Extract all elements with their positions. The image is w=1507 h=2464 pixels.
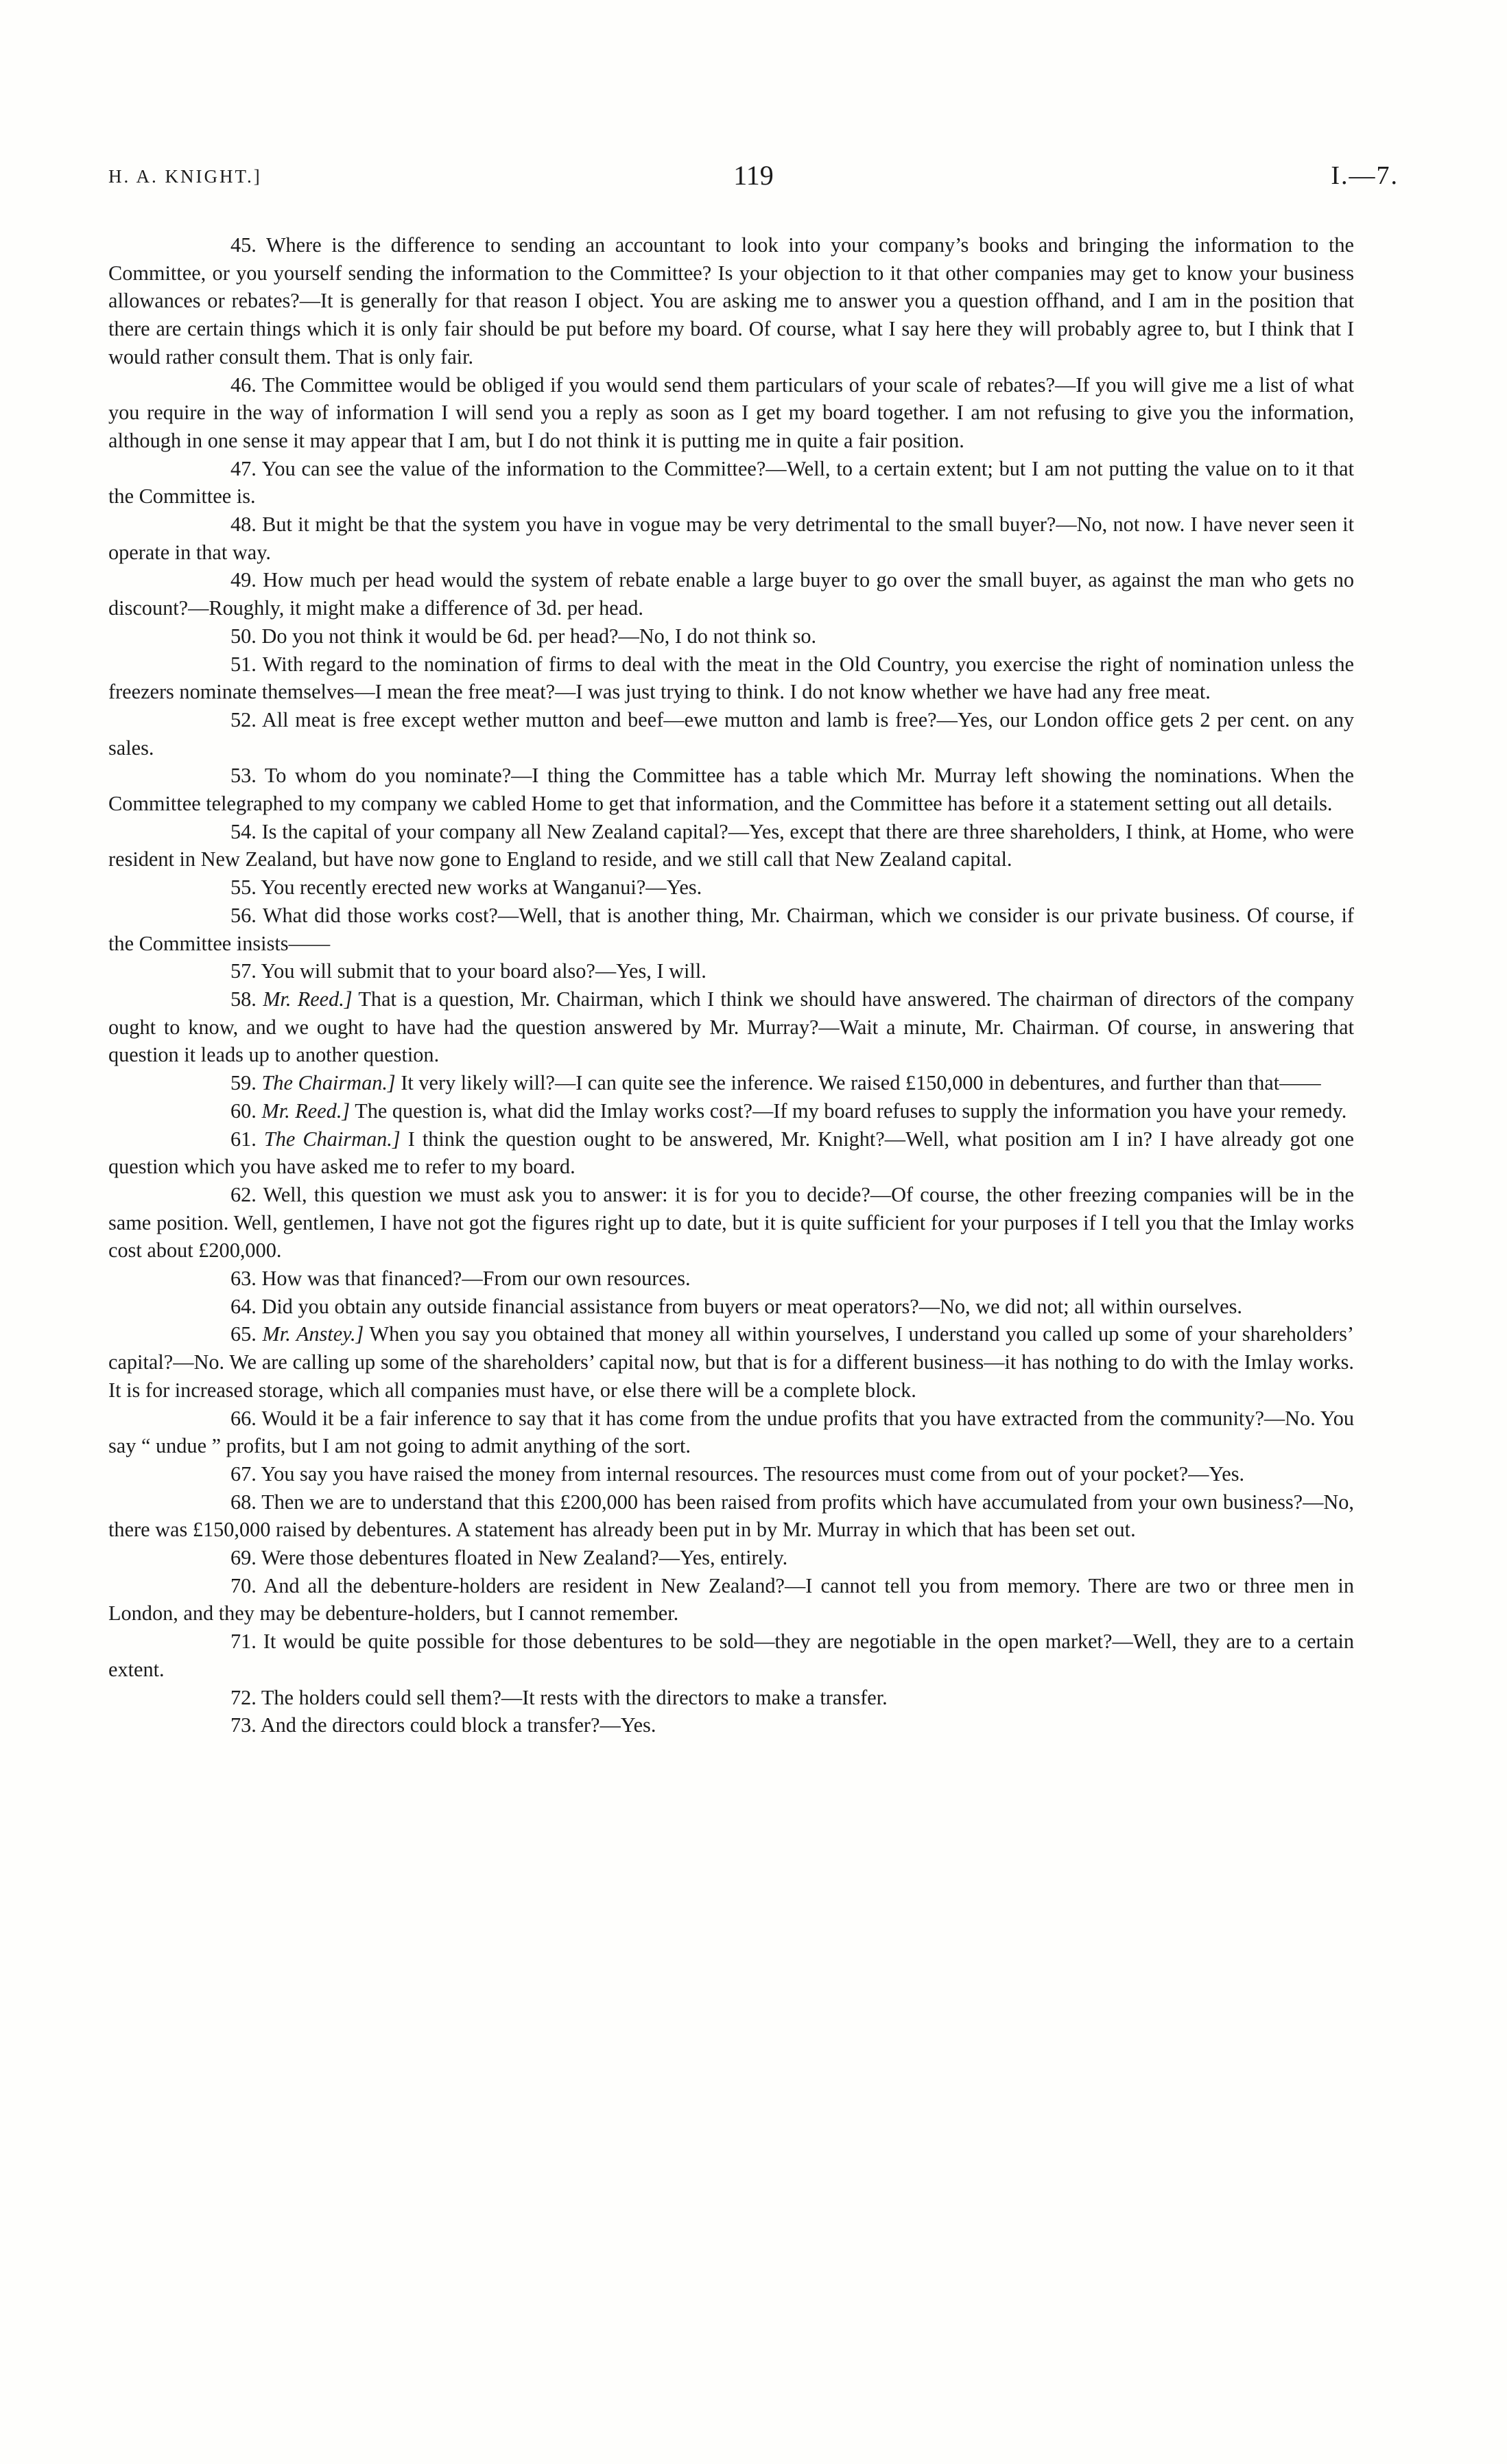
paragraph-text: Is the capital of your company all New Zealand capital?—Yes, except that there are three shareholders, I think, at Home, who were resident in New Zealand, but have now gone to England to reside, and we still call that New Zealand capital.: [108, 819, 1354, 871]
question-answer-paragraph: [108, 1181, 1354, 1265]
question-number: 70.: [230, 1573, 257, 1597]
question-number: 46.: [230, 373, 257, 397]
question-number: 64.: [230, 1294, 257, 1318]
paragraph-text: What did those works cost?—Well, that is another thing, Mr. Chairman, which we consider is our private business. Of course, if the Committee insists——: [108, 903, 1354, 955]
question-number: 62.: [230, 1182, 257, 1206]
page-header: [108, 159, 1399, 200]
paragraph-text: How was that financed?—From our own resources.: [261, 1267, 691, 1291]
question-answer-paragraph: [108, 1711, 1354, 1739]
question-number: 47.: [230, 456, 257, 480]
question-number: 68.: [230, 1490, 257, 1514]
question-number: 71.: [230, 1630, 257, 1654]
question-answer-paragraph: [108, 1460, 1354, 1488]
question-number: 72.: [230, 1685, 257, 1709]
speaker-name: Mr. Reed.]: [263, 987, 353, 1011]
question-answer-paragraph: [108, 1097, 1354, 1125]
question-answer-paragraph: [108, 706, 1354, 762]
paragraph-text: With regard to the nomination of firms to deal with the meat in the Old Country, you exercise the right of nomination unless the freezers nominate themselves—I mean the free meat?—I was just trying to think. I do not know whether we have had any free meat.: [108, 652, 1355, 704]
transcript-body: [108, 231, 1354, 1739]
speaker-name: The Chairman.]: [263, 1127, 401, 1151]
question-answer-paragraph: [108, 1544, 1354, 1572]
question-answer-paragraph: [108, 1293, 1354, 1321]
paragraph-text: You will submit that to your board also?—Yes, I will.: [261, 959, 707, 983]
paragraph-text: When you say you obtained that money all within yourselves, I understand you called up some of your shareholders’ capital?—No. We are calling up some of the shareholders’ capital now, but that is for a different business—it has nothing to do with the Imlay works. It is for increased storage, which all companies must have, or else there will be a complete block.: [108, 1322, 1355, 1402]
page-number: 119: [733, 160, 774, 191]
question-number: 60.: [230, 1099, 257, 1123]
paragraph-text: You can see the value of the information to the Committee?—Well, to a certain extent; but I am not putting the value on to it that the Committee is.: [108, 456, 1354, 508]
question-number: 58.: [230, 987, 257, 1011]
paragraph-text: And the directors could block a transfer?—Yes.: [260, 1713, 656, 1737]
paragraph-text: Well, this question we must ask you to answer: it is for you to decide?—Of course, the other freezing companies will be in the same position. Well, gentlemen, I have not got the figures right up to date, but it is quite sufficient for your purposes if I tell you that the Imlay works cost about £200,000.: [108, 1182, 1354, 1263]
paragraph-text: I think the question ought to be answered, Mr. Knight?—Well, what position am I in? I have already got one question which you have asked me to refer to my board.: [108, 1127, 1355, 1179]
question-number: 73.: [230, 1713, 257, 1737]
paragraph-text: It very likely will?—I can quite see the inference. We raised £150,000 in debentures, and further than that——: [401, 1071, 1321, 1095]
paragraph-text: To whom do you nominate?—I thing the Committee has a table which Mr. Murray left showing the nominations. When the Committee telegraphed to my company we cabled Home to get that information, and the Committee has before it a statement setting out all details.: [108, 764, 1354, 816]
question-number: 53.: [230, 764, 257, 788]
paragraph-text: The holders could sell them?—It rests with the directors to make a transfer.: [261, 1685, 888, 1709]
question-answer-paragraph: [108, 371, 1354, 455]
header-witness-name: H. A. KNIGHT.]: [108, 166, 262, 187]
question-answer-paragraph: [108, 1684, 1354, 1712]
question-number: 66.: [230, 1406, 257, 1430]
question-answer-paragraph: [108, 1125, 1354, 1181]
question-answer-paragraph: [108, 1572, 1354, 1628]
paragraph-text: The Committee would be obliged if you would send them particulars of your scale of rebates?—If you will give me a list of what you require in the way of information I will send you a reply as soon as I get my board together. I am not refusing to give you the information, although in one sense it may appear that I am, but I do not think it is putting me in quite a fair position.: [108, 373, 1355, 452]
question-answer-paragraph: [108, 650, 1354, 706]
question-answer-paragraph: [108, 511, 1354, 566]
question-number: 57.: [230, 959, 257, 983]
question-number: 67.: [230, 1462, 257, 1486]
question-answer-paragraph: [108, 622, 1354, 650]
paragraph-text: Do you not think it would be 6d. per head?—No, I do not think so.: [261, 624, 817, 648]
question-number: 56.: [230, 903, 257, 927]
speaker-name: Mr. Anstey.]: [262, 1322, 364, 1346]
question-answer-paragraph: [108, 873, 1354, 902]
paragraph-text: Where is the difference to sending an accountant to look into your company’s books and bringing the information to the Committee, or you yourself sending the information to the Committee? Is your objection to it that other companies may get to know your business allowances or rebates?—It is generally for that reason I object. You are asking me to answer you a question offhand, and I am in the position that there are certain things which it is only fair should be put before my board. Of course, what I say here they will probably agree to, but I think that I would rather consult them. That is only fair.: [108, 233, 1354, 368]
question-number: 45.: [230, 233, 257, 257]
question-number: 65.: [230, 1322, 257, 1346]
question-number: 49.: [230, 568, 257, 592]
paragraph-text: You recently erected new works at Wanganui?—Yes.: [261, 876, 702, 900]
paragraph-text: All meat is free except wether mutton and beef—ewe mutton and lamb is free?—Yes, our London office gets 2 per cent. on any sales.: [108, 707, 1354, 760]
question-answer-paragraph: [108, 1488, 1354, 1544]
paragraph-text: Would it be a fair inference to say that it has come from the undue profits that you have extracted from the community?—No. You say “ undue ” profits, but I am not going to admit anything of the sort.: [108, 1406, 1354, 1458]
question-number: 50.: [230, 624, 257, 648]
question-answer-paragraph: [108, 1628, 1354, 1683]
question-answer-paragraph: [108, 455, 1354, 511]
question-number: 52.: [230, 707, 257, 731]
paragraph-text: It would be quite possible for those debentures to be sold—they are negotiable in the open market?—Well, they are to a certain extent.: [108, 1630, 1355, 1681]
question-number: 54.: [230, 819, 257, 843]
document-reference: I.—7.: [1331, 161, 1399, 190]
question-answer-paragraph: [108, 902, 1354, 957]
speaker-name: Mr. Reed.]: [261, 1099, 351, 1123]
question-answer-paragraph: [108, 1405, 1354, 1460]
question-answer-paragraph: [108, 231, 1354, 371]
paragraph-text: And all the debenture-holders are resident in New Zealand?—I cannot tell you from memory. There are two or three men in London, and they may be debenture-holders, but I cannot remember.: [108, 1573, 1354, 1626]
question-number: 61.: [230, 1127, 257, 1151]
question-answer-paragraph: [108, 818, 1354, 873]
question-number: 59.: [230, 1071, 257, 1095]
question-number: 69.: [230, 1546, 257, 1570]
question-number: 48.: [230, 513, 257, 537]
paragraph-text: You say you have raised the money from internal resources. The resources must come from out of your pocket?—Yes.: [261, 1462, 1245, 1486]
paragraph-text: Then we are to understand that this £200,000 has been raised from profits which have accumulated from your own business?—No, there was £150,000 raised by debentures. A statement has already been put in by Mr. Murray in which that has been set out.: [108, 1490, 1354, 1542]
question-answer-paragraph: [108, 1320, 1354, 1404]
question-answer-paragraph: [108, 957, 1354, 985]
speaker-name: The Chairman.]: [261, 1071, 396, 1095]
question-answer-paragraph: [108, 1265, 1354, 1293]
paragraph-text: Were those debentures floated in New Zealand?—Yes, entirely.: [261, 1546, 788, 1570]
question-answer-paragraph: [108, 985, 1354, 1069]
question-answer-paragraph: [108, 1069, 1354, 1097]
paragraph-text: How much per head would the system of rebate enable a large buyer to go over the small buyer, as against the man who gets no discount?—Roughly, it might make a difference of 3d. per head.: [108, 568, 1355, 620]
question-number: 55.: [230, 876, 257, 900]
paragraph-text: The question is, what did the Imlay works cost?—If my board refuses to supply the information you have your remedy.: [355, 1099, 1347, 1123]
paragraph-text: Did you obtain any outside financial assistance from buyers or meat operators?—No, we did not; all within ourselves.: [261, 1294, 1242, 1318]
question-number: 63.: [230, 1267, 257, 1291]
question-number: 51.: [230, 652, 257, 676]
paragraph-text: But it might be that the system you have in vogue may be very detrimental to the small buyer?—No, not now. I have never seen it operate in that way.: [108, 513, 1354, 564]
question-answer-paragraph: [108, 762, 1354, 817]
paragraph-text: That is a question, Mr. Chairman, which I think we should have answered. The chairman of directors of the company ought to know, and we ought to have had the question answered by Mr. Murray?—Wait a minute, Mr. Chairman. Of course, in answering that question it leads up to another question.: [108, 987, 1355, 1067]
question-answer-paragraph: [108, 566, 1354, 622]
